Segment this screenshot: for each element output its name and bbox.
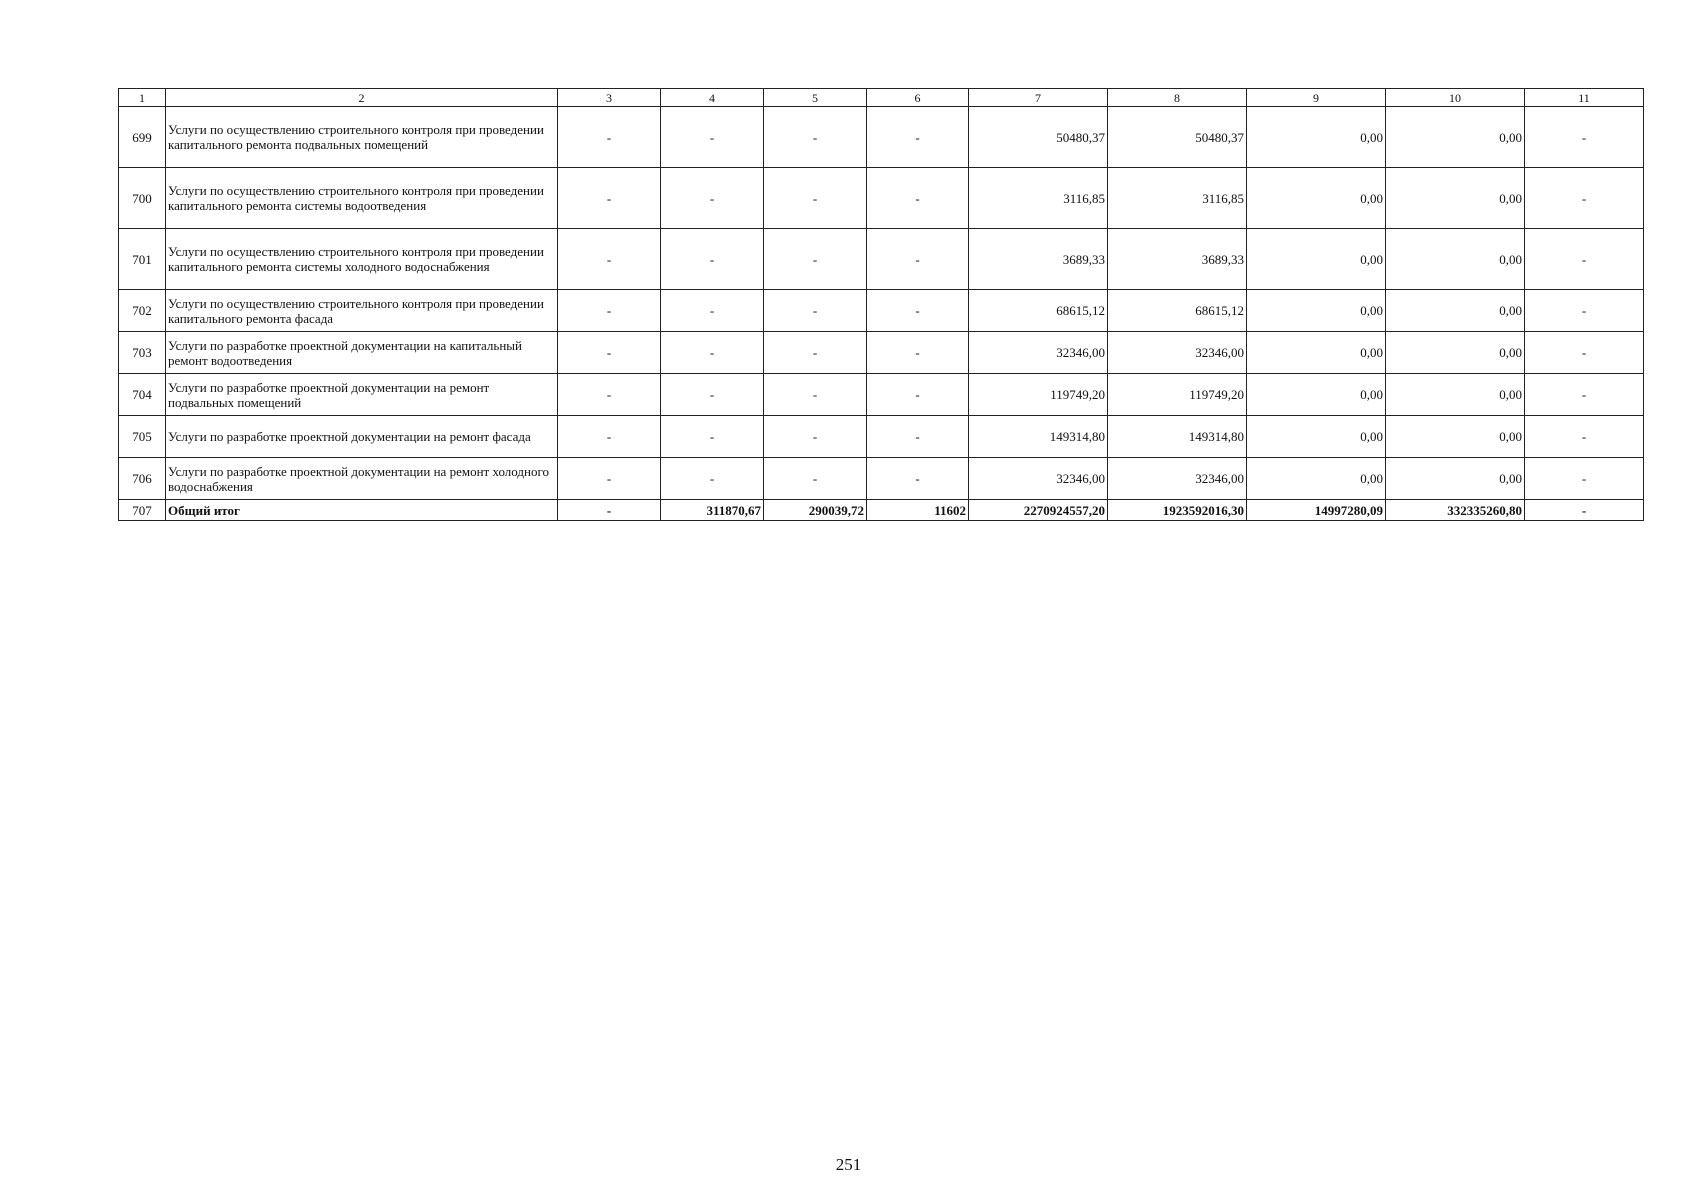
cell-col6: - bbox=[867, 290, 969, 332]
cell-col11: - bbox=[1525, 107, 1644, 168]
cell-col7: 3116,85 bbox=[969, 168, 1108, 229]
cell-col6: - bbox=[867, 229, 969, 290]
cell-col6: - bbox=[867, 168, 969, 229]
row-number: 702 bbox=[119, 290, 166, 332]
cell-col7: 119749,20 bbox=[969, 374, 1108, 416]
cell-col9: 0,00 bbox=[1247, 107, 1386, 168]
cell-col5: - bbox=[764, 416, 867, 458]
row-name: Услуги по осуществлению строительного контроля при проведении капитального ремонта системы водоотведения bbox=[166, 168, 558, 229]
total-col9: 14997280,09 bbox=[1247, 500, 1386, 521]
cell-col4: - bbox=[661, 416, 764, 458]
cell-col9: 0,00 bbox=[1247, 332, 1386, 374]
column-number-cell: 4 bbox=[661, 89, 764, 107]
cell-col9: 0,00 bbox=[1247, 290, 1386, 332]
cell-col3: - bbox=[558, 374, 661, 416]
row-number: 699 bbox=[119, 107, 166, 168]
total-label: Общий итог bbox=[166, 500, 558, 521]
cell-col4: - bbox=[661, 229, 764, 290]
cell-col5: - bbox=[764, 107, 867, 168]
row-name: Услуги по осуществлению строительного контроля при проведении капитального ремонта подвальных помещений bbox=[166, 107, 558, 168]
cell-col8: 119749,20 bbox=[1108, 374, 1247, 416]
cell-col8: 149314,80 bbox=[1108, 416, 1247, 458]
row-number: 700 bbox=[119, 168, 166, 229]
total-col7: 2270924557,20 bbox=[969, 500, 1108, 521]
table-row bbox=[119, 107, 1644, 168]
cell-col3: - bbox=[558, 168, 661, 229]
row-number: 706 bbox=[119, 458, 166, 500]
cell-col10: 0,00 bbox=[1386, 229, 1525, 290]
cell-col9: 0,00 bbox=[1247, 374, 1386, 416]
total-col10: 332335260,80 bbox=[1386, 500, 1525, 521]
column-number-cell: 9 bbox=[1247, 89, 1386, 107]
cell-col5: - bbox=[764, 168, 867, 229]
column-number-cell: 3 bbox=[558, 89, 661, 107]
cell-col10: 0,00 bbox=[1386, 416, 1525, 458]
column-number-cell: 8 bbox=[1108, 89, 1247, 107]
cell-col6: - bbox=[867, 374, 969, 416]
cell-col9: 0,00 bbox=[1247, 229, 1386, 290]
total-col11: - bbox=[1525, 500, 1644, 521]
cell-col4: - bbox=[661, 290, 764, 332]
page-number: 251 bbox=[835, 1155, 862, 1174]
cell-col6: - bbox=[867, 458, 969, 500]
cell-col3: - bbox=[558, 458, 661, 500]
row-name: Услуги по осуществлению строительного контроля при проведении капитального ремонта фасада bbox=[166, 290, 558, 332]
cell-col10: 0,00 bbox=[1386, 107, 1525, 168]
table-row bbox=[119, 458, 1644, 500]
cell-col4: - bbox=[661, 374, 764, 416]
cell-col11: - bbox=[1525, 290, 1644, 332]
row-number: 705 bbox=[119, 416, 166, 458]
cell-col5: - bbox=[764, 229, 867, 290]
column-number-cell: 10 bbox=[1386, 89, 1525, 107]
cell-col11: - bbox=[1525, 458, 1644, 500]
row-number: 704 bbox=[119, 374, 166, 416]
cell-col5: - bbox=[764, 458, 867, 500]
cell-col4: - bbox=[661, 107, 764, 168]
cell-col8: 68615,12 bbox=[1108, 290, 1247, 332]
row-number: 703 bbox=[119, 332, 166, 374]
total-col6: 11602 bbox=[867, 500, 969, 521]
row-number: 701 bbox=[119, 229, 166, 290]
cell-col5: - bbox=[764, 290, 867, 332]
cell-col7: 32346,00 bbox=[969, 332, 1108, 374]
cell-col11: - bbox=[1525, 332, 1644, 374]
cell-col3: - bbox=[558, 332, 661, 374]
column-number-header-row bbox=[119, 89, 1644, 107]
cell-col6: - bbox=[867, 332, 969, 374]
cell-col7: 32346,00 bbox=[969, 458, 1108, 500]
budget-table bbox=[118, 88, 1644, 521]
cell-col6: - bbox=[867, 416, 969, 458]
cell-col5: - bbox=[764, 374, 867, 416]
cell-col10: 0,00 bbox=[1386, 332, 1525, 374]
cell-col11: - bbox=[1525, 416, 1644, 458]
column-number-cell: 11 bbox=[1525, 89, 1644, 107]
cell-col8: 3116,85 bbox=[1108, 168, 1247, 229]
column-number-cell: 1 bbox=[119, 89, 166, 107]
total-col3: - bbox=[558, 500, 661, 521]
column-number-cell: 5 bbox=[764, 89, 867, 107]
cell-col11: - bbox=[1525, 374, 1644, 416]
table-row bbox=[119, 374, 1644, 416]
cell-col3: - bbox=[558, 107, 661, 168]
table-row bbox=[119, 229, 1644, 290]
cell-col3: - bbox=[558, 416, 661, 458]
cell-col7: 149314,80 bbox=[969, 416, 1108, 458]
cell-col10: 0,00 bbox=[1386, 168, 1525, 229]
cell-col8: 32346,00 bbox=[1108, 458, 1247, 500]
column-number-cell: 2 bbox=[166, 89, 558, 107]
cell-col7: 50480,37 bbox=[969, 107, 1108, 168]
cell-col4: - bbox=[661, 332, 764, 374]
cell-col9: 0,00 bbox=[1247, 458, 1386, 500]
row-name: Услуги по разработке проектной документации на ремонт холодного водоснабжения bbox=[166, 458, 558, 500]
table-row bbox=[119, 290, 1644, 332]
cell-col3: - bbox=[558, 229, 661, 290]
cell-col5: - bbox=[764, 332, 867, 374]
cell-col4: - bbox=[661, 458, 764, 500]
table-row bbox=[119, 416, 1644, 458]
total-col4: 311870,67 bbox=[661, 500, 764, 521]
cell-col4: - bbox=[661, 168, 764, 229]
table-row bbox=[119, 332, 1644, 374]
cell-col9: 0,00 bbox=[1247, 416, 1386, 458]
cell-col8: 32346,00 bbox=[1108, 332, 1247, 374]
table-row bbox=[119, 168, 1644, 229]
cell-col8: 3689,33 bbox=[1108, 229, 1247, 290]
cell-col7: 3689,33 bbox=[969, 229, 1108, 290]
cell-col8: 50480,37 bbox=[1108, 107, 1247, 168]
cell-col9: 0,00 bbox=[1247, 168, 1386, 229]
cell-col10: 0,00 bbox=[1386, 290, 1525, 332]
total-col8: 1923592016,30 bbox=[1108, 500, 1247, 521]
cell-col10: 0,00 bbox=[1386, 458, 1525, 500]
cell-col3: - bbox=[558, 290, 661, 332]
cell-col6: - bbox=[867, 107, 969, 168]
cell-col11: - bbox=[1525, 229, 1644, 290]
row-name: Услуги по разработке проектной документации на ремонт фасада bbox=[166, 416, 558, 458]
column-number-cell: 6 bbox=[867, 89, 969, 107]
cell-col11: - bbox=[1525, 168, 1644, 229]
row-name: Услуги по разработке проектной документации на капитальный ремонт водоотведения bbox=[166, 332, 558, 374]
column-number-cell: 7 bbox=[969, 89, 1108, 107]
total-col5: 290039,72 bbox=[764, 500, 867, 521]
row-name: Услуги по осуществлению строительного контроля при проведении капитального ремонта системы холодного водоснабжения bbox=[166, 229, 558, 290]
row-number: 707 bbox=[119, 500, 166, 521]
total-row bbox=[119, 500, 1644, 521]
row-name: Услуги по разработке проектной документации на ремонт подвальных помещений bbox=[166, 374, 558, 416]
cell-col7: 68615,12 bbox=[969, 290, 1108, 332]
cell-col10: 0,00 bbox=[1386, 374, 1525, 416]
